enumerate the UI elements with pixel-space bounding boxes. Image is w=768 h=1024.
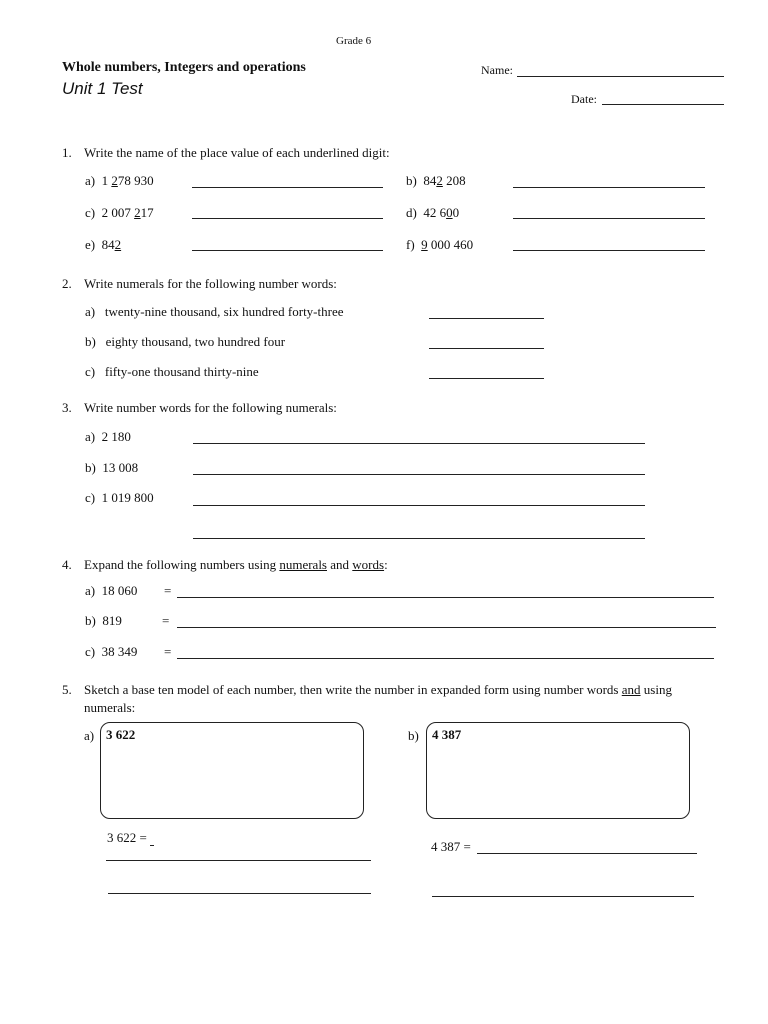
date-label: Date: (571, 92, 597, 106)
q4-item-b: b) 819 (85, 613, 122, 628)
q5-b-value: 4 387 (432, 727, 462, 742)
q2-answer-c[interactable] (429, 378, 544, 379)
q4-answer-a[interactable] (177, 597, 714, 598)
q5-a-letter: a) (84, 728, 95, 743)
q3-item-b: b) 13 008 (85, 460, 139, 475)
q5-b-letter: b) (408, 728, 419, 743)
q2-item-a: a) twenty-nine thousand, six hundred forty-three (85, 304, 344, 319)
q1-answer-f[interactable] (513, 250, 705, 251)
q4-answer-b[interactable] (177, 627, 716, 628)
test-title: Whole numbers, Integers and operations (62, 60, 306, 75)
q1-item-b: b) 842 208 (406, 173, 466, 188)
q5-prompt-line-2: numerals: (84, 700, 136, 715)
q5-a-sketch-box[interactable] (100, 722, 364, 819)
q4-number: 4. (62, 557, 72, 572)
q5-prompt: Sketch a base ten model of each number, then write the number in expanded form using number words and using (84, 682, 672, 697)
q1-answer-a[interactable] (192, 187, 383, 188)
q1-answer-b[interactable] (513, 187, 705, 188)
q2-item-c: c) fifty-one thousand thirty-nine (85, 364, 259, 379)
name-label: Name: (481, 63, 513, 77)
q3-answer-b[interactable] (193, 474, 645, 475)
q3-answer-c[interactable] (193, 505, 645, 506)
q1-item-d: d) 42 600 (406, 205, 460, 220)
q4-item-c: c) 38 349 (85, 644, 138, 659)
q2-item-b: b) eighty thousand, two hundred four (85, 334, 286, 349)
q5-number: 5. (62, 682, 72, 697)
q5-b-sketch-box[interactable] (426, 722, 690, 819)
q5-a-value: 3 622 (106, 727, 136, 742)
q3-item-c: c) 1 019 800 (85, 490, 154, 505)
q5-b-expression: 4 387 = (431, 839, 471, 854)
q5-a-answer-2[interactable] (108, 893, 371, 894)
name-field[interactable] (517, 76, 724, 77)
q3-answer-c-line-2[interactable] (193, 538, 645, 539)
date-field[interactable] (602, 104, 724, 105)
q3-item-a: a) 2 180 (85, 429, 131, 444)
q1-item-a: a) 1 278 930 (85, 173, 154, 188)
q5-b-answer-2[interactable] (432, 896, 694, 897)
q3-answer-a[interactable] (193, 443, 645, 444)
test-subtitle: Unit 1 Test (62, 79, 143, 98)
q1-item-c: c) 2 007 217 (85, 205, 154, 220)
q2-prompt: Write numerals for the following number words: (84, 276, 337, 291)
q1-item-e: e) 842 (85, 237, 122, 252)
q2-answer-a[interactable] (429, 318, 544, 319)
q1-answer-c[interactable] (192, 218, 383, 219)
q3-prompt: Write number words for the following numerals: (84, 400, 337, 415)
q4-answer-c[interactable] (177, 658, 714, 659)
q5-b-answer-1[interactable] (477, 853, 697, 854)
q1-prompt: Write the name of the place value of each underlined digit: (84, 145, 390, 160)
q2-answer-b[interactable] (429, 348, 544, 349)
q3-number: 3. (62, 400, 72, 415)
q4-equals-a: = (164, 583, 172, 598)
q1-answer-e[interactable] (192, 250, 383, 251)
q1-number: 1. (62, 145, 72, 160)
q1-item-f: f) 9 000 460 (406, 237, 474, 252)
q5-a-answer-1[interactable] (106, 860, 371, 861)
q5-a-expression: 3 622 = (107, 830, 154, 846)
q4-equals-c: = (164, 644, 172, 659)
q4-equals-b: = (162, 613, 170, 628)
q4-prompt: Expand the following numbers using numerals and words: (84, 557, 388, 572)
grade-label: Grade 6 (336, 35, 372, 47)
q4-item-a: a) 18 060 (85, 583, 138, 598)
q2-number: 2. (62, 276, 72, 291)
q1-answer-d[interactable] (513, 218, 705, 219)
